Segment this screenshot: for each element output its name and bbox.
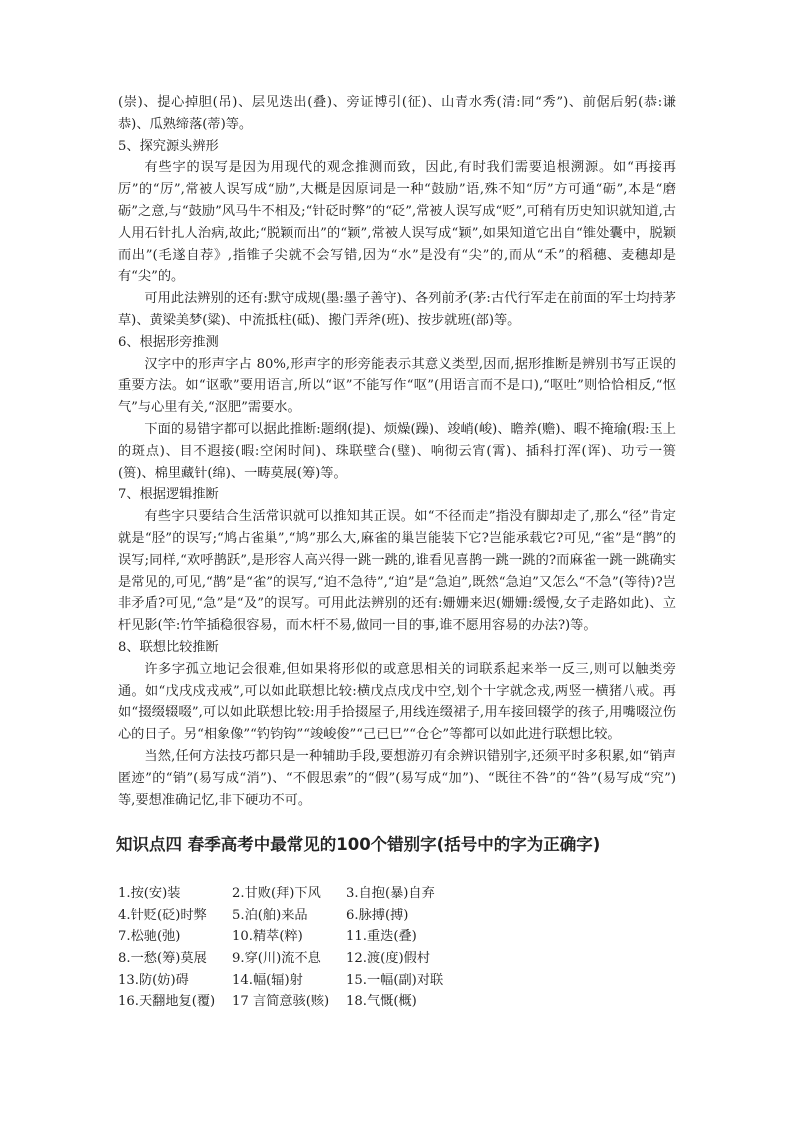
section-heading: 8、联想比较推断 bbox=[118, 639, 219, 655]
list-item: 6.脉搏(搏) bbox=[346, 907, 409, 923]
body-paragraph: 许多字孤立地记会很难,但如果将形似的或意思相关的词联系起来举一反三,则可以触类旁通。如“戊戌戍戎戒”,可以如此联想比较:横戊点戌戊中空,划个十字就念戎,两竖一横猪八戒。再如“掇缀辍啜”,可以如此联想比较:用手拾掇屋子,用线连缀裙子,用车接回辍学的孩子,用嘴啜泣伤心的日子。另“相象像”“钓钧钩”“竣峻俊”“己已巳”“仓仑”等都可以如此进行联想比较。 bbox=[118, 661, 676, 743]
document-body bbox=[118, 92, 676, 811]
list-item: 17 言简意骇(赅) bbox=[232, 994, 330, 1010]
list-item: 14.幅(辐)射 bbox=[232, 972, 303, 988]
list-item: 8.一愁(筹)莫展 bbox=[118, 951, 207, 967]
error-word-list bbox=[118, 883, 676, 1013]
list-item: 7.松驰(弛) bbox=[118, 929, 181, 945]
list-item: 4.针贬(砭)时弊 bbox=[118, 907, 207, 923]
section-heading: 5、探究源头辨形 bbox=[118, 138, 219, 154]
list-row bbox=[118, 991, 676, 1013]
list-row bbox=[118, 970, 676, 992]
body-paragraph: 有些字的误写是因为用现代的观念推测而致，因此,有时我们需要追根溯源。如“再接再厉”的“厉”,常被人误写成“励”,大概是因原词是一种“鼓励”语,殊不知“厉”方可通“砺”,本是“磨砺”之意,与“鼓励”风马牛不相及;“针砭时弊”的“砭”,常被人误写成“贬”,可稍有历史知识就知道,古人用石针扎人治病,故此;“脱颖而出”的“颖”,常被人误写成“颖”,如果知道它出自“锥处囊中，脱颖而出”(毛遂自荐》,指锥子尖就不会写错,因为“水”是没有“尖”的,而从“禾”的稻穗、麦穗却是有“尖”的。 bbox=[118, 160, 676, 285]
list-item: 12.渡(度)假村 bbox=[346, 951, 431, 967]
body-paragraph: (崇)、提心掉胆(吊)、层见迭出(叠)、旁证博引(征)、山青水秀(清:同“秀”)、前倨后躬(恭:谦恭)、瓜熟缔落(蒂)等。 bbox=[118, 95, 676, 132]
list-row bbox=[118, 948, 676, 970]
body-paragraph: 当然,任何方法技巧都只是一种辅助手段,要想游刃有余辨识错别字,还须平时多积累,如“销声匿迹”的“销”(易写成“消”)、“不假思索”的“假”(易写成“加”)、“既往不咎”的“咎”(易写成“究”)等,要想准确记忆,非下硬功不可。 bbox=[118, 748, 676, 808]
list-item: 1.按(安)装 bbox=[118, 886, 181, 902]
body-paragraph: 汉字中的形声字占 80%,形声字的形旁能表示其意义类型,因而,据形推断是辨别书写正误的重要方法。如“讴歌”要用语言,所以“讴”不能写作“呕”(用语言而不是口),“呕吐”则恰恰相反,“怄气”与心里有关,“沤肥”需要水。 bbox=[118, 356, 676, 416]
body-paragraph: 有些字只要结合生活常识就可以推知其正误。如“不径而走”指没有脚却走了,那么“径”肯定就是“胫”的误写;“鸠占雀巢”,“鸠”那么大,麻雀的巢岂能装下它?岂能承载它?可见,“雀”是“鹊”的误写;同样,“欢呼鹊跃”,是形容人高兴得一跳一跳的,谁看见喜鹊一跳一跳的?而麻雀一跳一跳确实是常见的,可见,“鹊”是“雀”的误写,“迫不急待”,“迫”是“急迫”,既然“急迫”又怎么“不急”(等待)?岂非矛盾?可见,“急”是“及”的误写。可用此法辨别的还有:姗姗来迟(姗姗:缓慢,女子走路如此)、立杆见影(竿:竹竿插稳很容易，而木杆不易,做同一目的事,谁不愿用容易的办法?)等。 bbox=[118, 509, 676, 634]
list-item: 16.天翻地复(覆) bbox=[118, 994, 216, 1010]
list-item: 2.甘败(拜)下风 bbox=[232, 886, 321, 902]
list-item: 13.防(妨)碍 bbox=[118, 972, 189, 988]
list-item: 5.泊(舶)来品 bbox=[232, 907, 308, 923]
document-page bbox=[118, 92, 676, 1013]
list-item: 9.穿(川)流不息 bbox=[232, 951, 321, 967]
list-row bbox=[118, 883, 676, 905]
body-paragraph: 下面的易错字都可以据此推断:题纲(提)、烦燥(躁)、竣峭(峻)、瞻养(赡)、暇不掩瑜(瑕:玉上的斑点)、目不遐接(暇:空闲时间)、珠联壁合(璧)、响彻云宵(霄)、插科打浑(诨)、功亏一篑(篑)、棉里藏针(绵)、一畴莫展(筹)等。 bbox=[118, 421, 676, 481]
section-heading: 7、根据逻辑推断 bbox=[118, 487, 219, 503]
list-item: 15.一幅(副)对联 bbox=[346, 972, 444, 988]
list-item: 11.重迭(叠) bbox=[346, 929, 417, 945]
list-item: 18.气慨(概) bbox=[346, 994, 417, 1010]
body-paragraph: 可用此法辨别的还有:默守成规(墨:墨子善守)、各列前矛(茅:古代行军走在前面的军士均持茅草)、黄梁美梦(粱)、中流抵柱(砥)、搬门弄斧(班)、按步就班(部)等。 bbox=[118, 291, 676, 328]
section-title: 知识点四 春季高考中最常见的100个错别字(括号中的字为正确字) bbox=[116, 835, 601, 855]
section-heading: 6、根据形旁推测 bbox=[118, 334, 219, 350]
list-row bbox=[118, 926, 676, 948]
list-item: 10.精萃(粹) bbox=[232, 929, 303, 945]
list-row bbox=[118, 905, 676, 927]
list-item: 3.自抱(暴)自弃 bbox=[346, 886, 435, 902]
